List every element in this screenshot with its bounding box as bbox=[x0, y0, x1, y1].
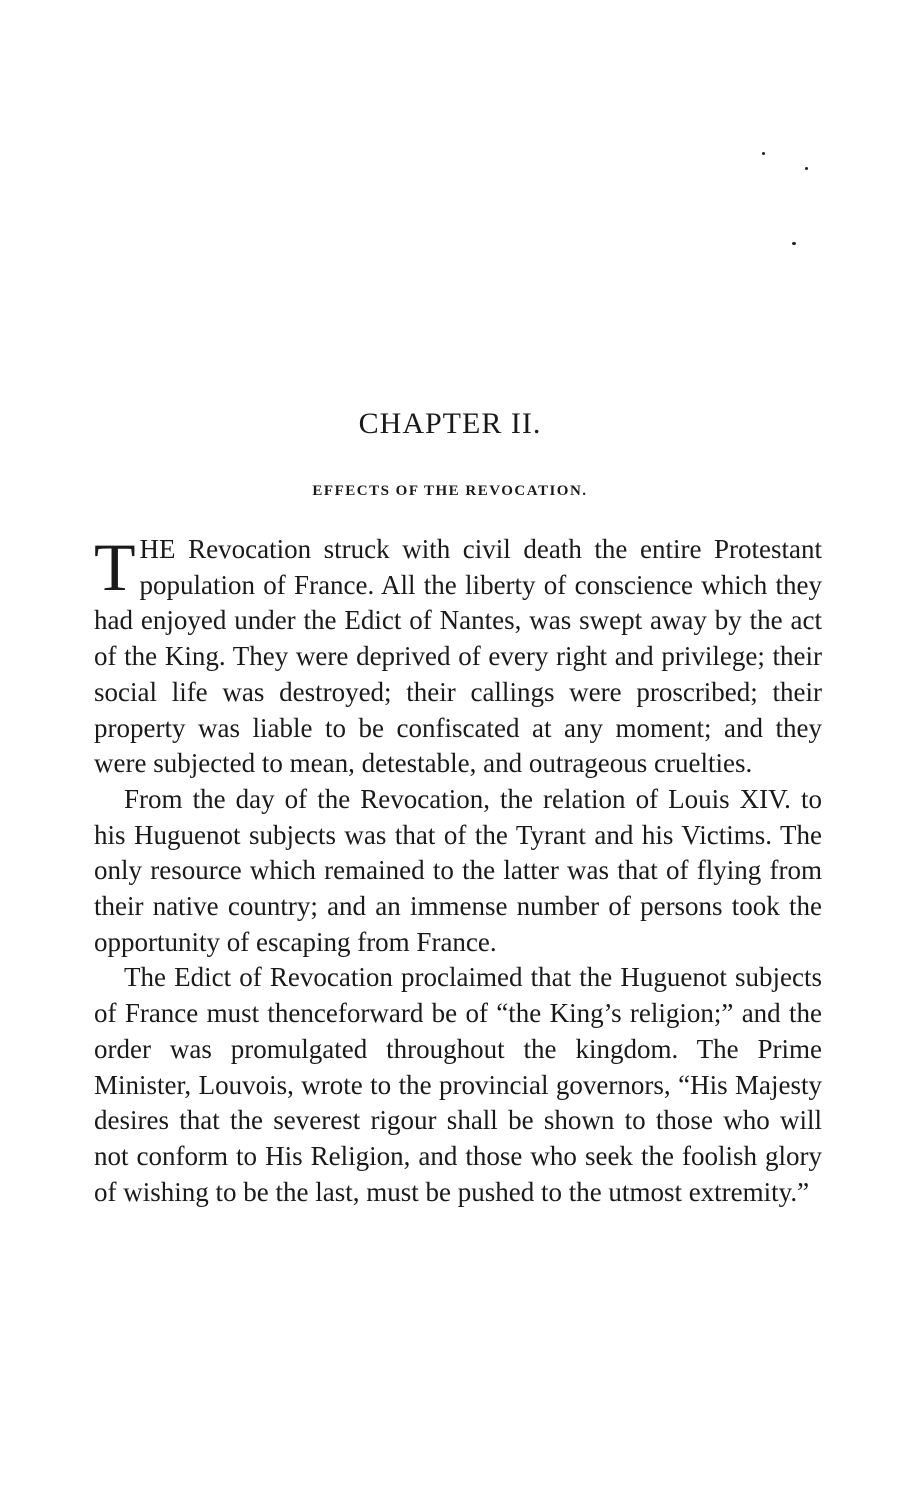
chapter-title: CHAPTER II. bbox=[358, 407, 542, 440]
scan-speck bbox=[805, 167, 808, 170]
paragraph-1-text: HE Revocation struck with civil death the entire Protestant population of France. All the liberty of conscience which they had enjoyed under the Edict of Nantes, was swept away by the act of the King. They were deprived of every right and privilege; their social life was destroyed; their callings were proscribed; their property was liable to be confiscated at any moment; and they were subjected to mean, detestable, and outrageous cruelties. bbox=[94, 534, 822, 779]
scan-speck bbox=[792, 242, 796, 245]
chapter-body bbox=[94, 529, 822, 1210]
paragraph-3: The Edict of Revocation proclaimed that the Huguenot subjects of France must thenceforward be of “the King’s religion;” and the order was promulgated throughout the kingdom. The Prime Minister, Louvois, wrote to the provincial governors, “His Majesty desires that the severest rigour shall be shown to those who will not conform to His Religion, and those who seek the foolish glory of wishing to be the last, must be pushed to the utmost extremity.” bbox=[94, 962, 822, 1207]
paragraph-1 bbox=[94, 529, 822, 782]
paragraph-2: From the day of the Revocation, the relation of Louis XIV. to his Huguenot subjects was that of the Tyrant and his Victims. The only resource which remained to the latter was that of flying from their native country; and an immense number of persons took the opportunity of escaping from France. bbox=[94, 783, 822, 957]
chapter-subtitle: EFFECTS OF THE REVOCATION. bbox=[312, 483, 588, 499]
drop-cap: T bbox=[94, 529, 136, 605]
scan-speck bbox=[762, 152, 765, 155]
